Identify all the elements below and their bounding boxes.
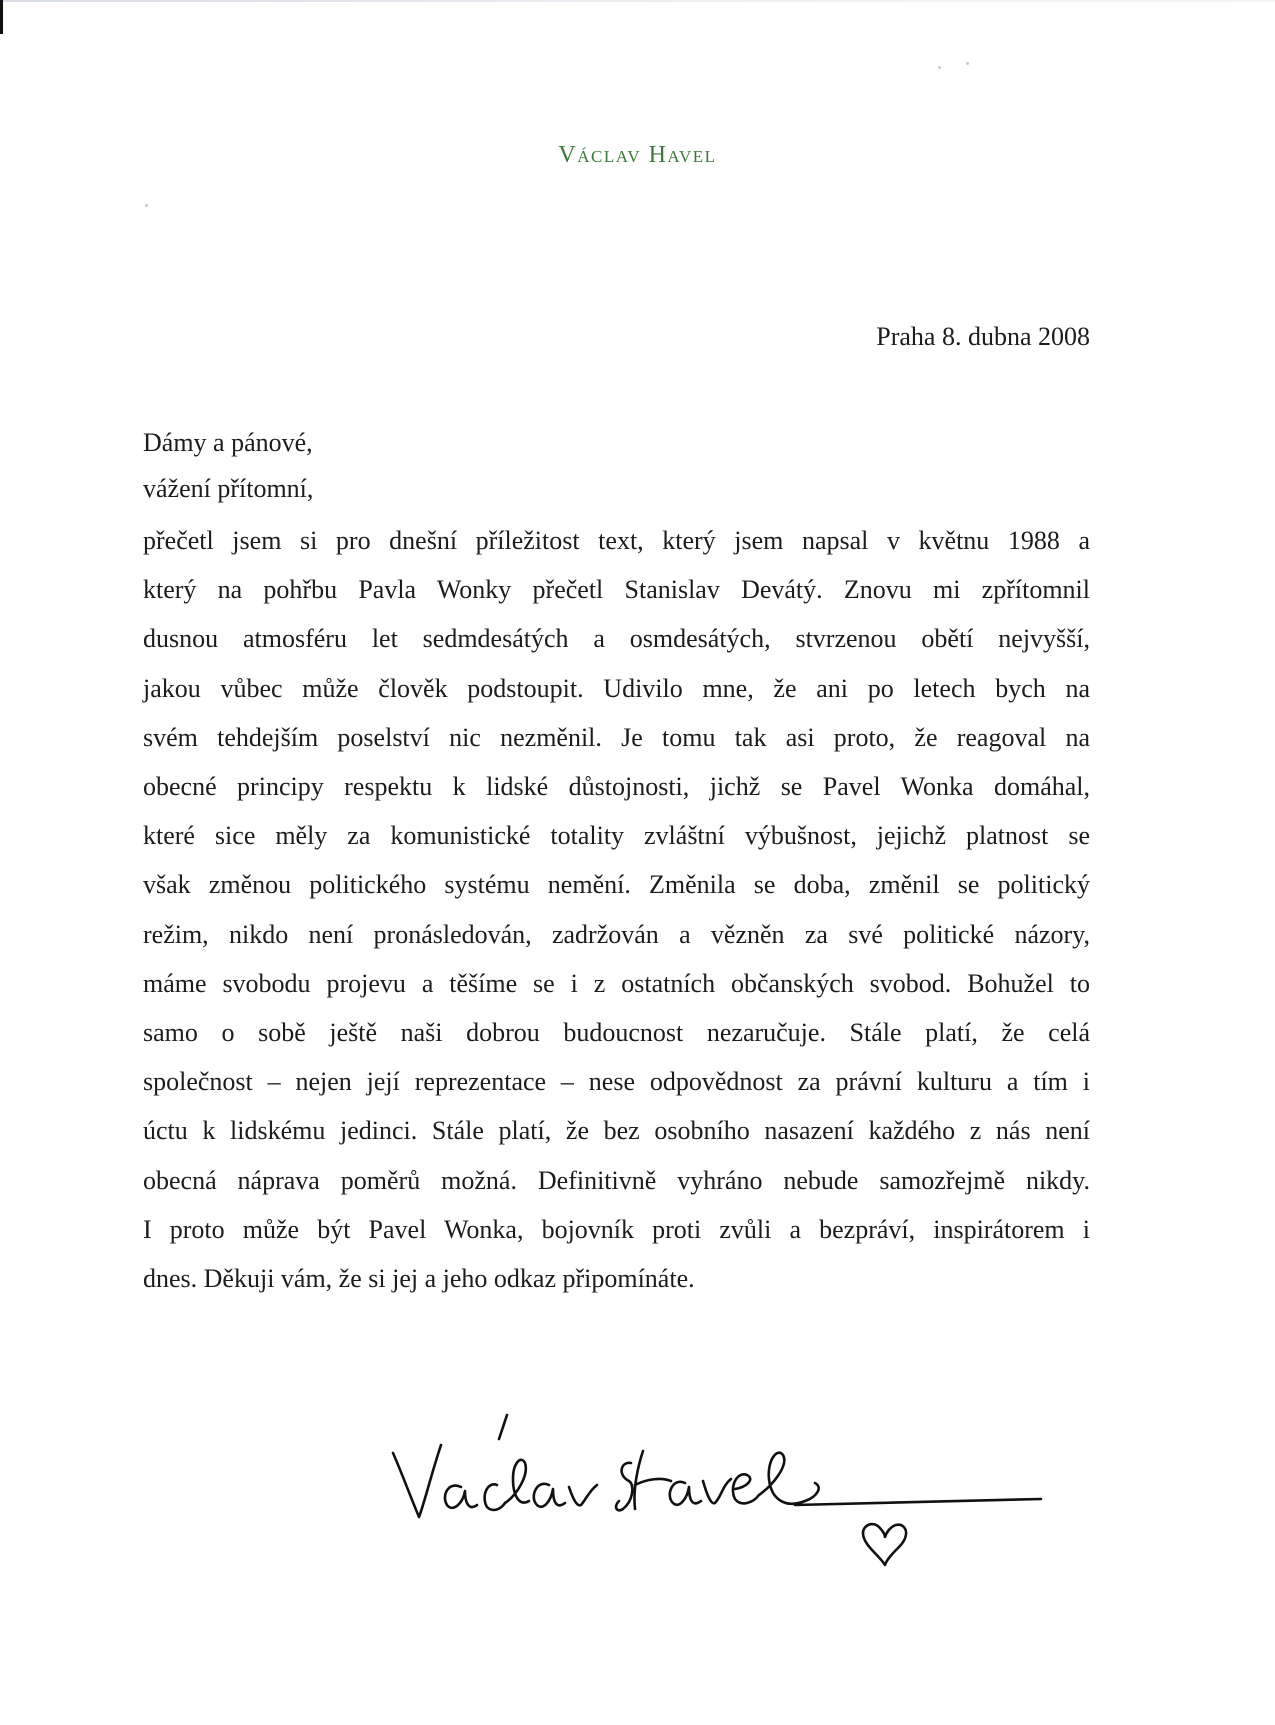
scan-speck [145, 204, 148, 207]
signature-stroke [616, 1463, 632, 1510]
body-line: dusnou atmosféru let sedmdesátých a osmdesátých, stvrzenou obětí nejvyšší, [143, 624, 1090, 654]
body-line: I proto může být Pavel Wonka, bojovník proti zvůli a bezpráví, inspirátorem i [143, 1214, 1090, 1244]
signature-stroke [634, 1451, 643, 1509]
signature-stroke [635, 1479, 671, 1485]
salutation-line: Dámy a pánové, [143, 428, 313, 457]
signature-stroke [485, 1484, 505, 1510]
signature-stroke [445, 1486, 477, 1508]
body-line: jakou vůbec může člověk podstoupit. Udivilo mne, že ani po letech bych na [143, 673, 1090, 703]
body-line: však změnou politického systému nemění. Změnila se doba, změnil se politický [143, 870, 1090, 900]
signature-stroke [703, 1479, 731, 1503]
signature-stroke [569, 1485, 597, 1505]
scan-speck [938, 66, 941, 69]
signature-stroke [393, 1445, 441, 1517]
signature-stroke [505, 1460, 529, 1503]
signature-stroke [499, 1415, 507, 1439]
body-line: úctu k lidskému jedinci. Stále platí, že bez osobního nasazení každého z nás není [143, 1116, 1090, 1146]
letter-date: Praha 8. dubna 2008 [876, 322, 1090, 351]
salutation-line: vážení přítomní, [143, 474, 314, 503]
body-line: které sice měly za komunistické totality zvláštní výbušnost, jejichž platnost se [143, 821, 1090, 851]
heart-icon [863, 1524, 906, 1565]
signature-stroke [534, 1484, 565, 1507]
scan-edge [0, 0, 1275, 2]
signature-stroke [759, 1453, 819, 1504]
body-line: který na pohřbu Pavla Wonky přečetl Stanislav Devátý. Znovu mi zpřítomnil [143, 575, 1090, 605]
body-line: máme svobodu projevu a těšíme se i z ostatních občanských svobod. Bohužel to [143, 968, 1090, 998]
signature-stroke [670, 1482, 701, 1505]
body-line: dnes. Děkuji vám, že si jej a jeho odkaz připomínáte. [143, 1264, 695, 1294]
body-line: samo o sobě ještě naši dobrou budoucnost nezaručuje. Stále platí, že celá [143, 1018, 1090, 1048]
letter-body [143, 516, 1090, 1303]
salutation [143, 420, 313, 512]
signature-stroke [733, 1474, 759, 1503]
body-line: obecná náprava poměrů možná. Definitivně vyhráno nebude samozřejmě nikdy. [143, 1165, 1090, 1195]
body-line: přečetl jsem si pro dnešní příležitost text, který jsem napsal v květnu 1988 a [143, 526, 1090, 555]
scan-mark [0, 0, 3, 34]
body-line: režim, nikdo není pronásledován, zadržován a vězněn za své politické názory, [143, 919, 1090, 949]
body-line: společnost – nejen její reprezentace – nese odpovědnost za právní kulturu a tím i [143, 1067, 1090, 1097]
body-line: svém tehdejším poselství nic nezměnil. Je tomu tak asi proto, že reagoval na [143, 722, 1090, 752]
letterhead-name: Václav Havel [558, 142, 717, 168]
handwritten-signature [385, 1405, 1045, 1575]
scan-speck [966, 62, 969, 65]
signature-stroke [795, 1499, 1041, 1505]
body-line: obecné principy respektu k lidské důstojnosti, jichž se Pavel Wonka domáhal, [143, 772, 1090, 802]
